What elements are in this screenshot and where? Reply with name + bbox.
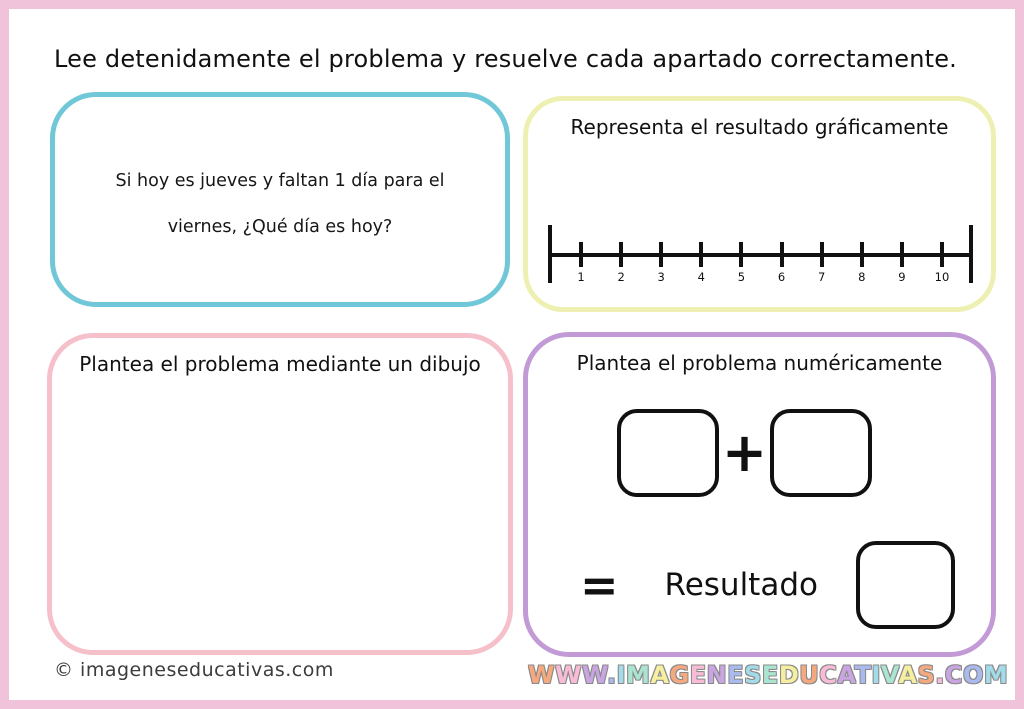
number-line-tick [614,223,628,289]
second-addend-box[interactable] [770,409,872,497]
tick-label: 3 [657,270,665,284]
tick-label: 4 [697,270,705,284]
brand-letter: . [606,661,617,689]
number-line-right-end [969,225,973,283]
tick-mark [860,242,864,267]
result-label: Resultado [664,567,818,603]
brand-letter: C [944,661,963,689]
number-line-tick [775,223,789,289]
brand-letter: G [669,661,690,689]
worksheet-instruction: Lee detenidamente el problema y resuelve cada apartado correctamente. [54,45,958,73]
brand-letter: N [706,661,728,689]
graphic-card [523,96,996,312]
number-line [548,223,973,289]
tick-label: 8 [858,270,866,284]
brand-letter: D [778,661,800,689]
tick-label: 5 [737,270,746,284]
brand-letter: M [983,661,1009,689]
result-box[interactable] [856,541,955,629]
graphic-card-title: Representa el resultado gráficamente [570,115,949,139]
tick-mark [820,242,824,267]
tick-label: 6 [777,270,786,284]
drawing-card-title: Plantea el problema mediante un dibujo [79,352,481,376]
tick-mark [619,242,623,267]
number-line-tick [935,223,949,289]
tick-mark [579,242,583,267]
brand-letter: E [689,661,707,689]
number-line-tick [654,223,668,289]
problem-text-line2: viernes, ¿Qué día es hoy? [167,216,393,237]
tick-mark [739,242,743,267]
tick-label: 1 [577,270,585,284]
brand-letter: A [650,661,670,689]
tick-label: 2 [617,270,625,284]
brand-letter: E [727,661,745,689]
tick-label: 7 [817,270,826,284]
problem-card [50,92,510,307]
problem-text-line1: Si hoy es jueves y faltan 1 día para el [115,170,445,191]
number-line-tick [694,223,708,289]
brand-letter: W [581,661,607,689]
tick-mark [900,242,904,267]
brand-letter: C [819,661,838,689]
tick-mark [659,242,663,267]
problem-text [89,158,470,250]
number-line-tick [855,223,869,289]
brand-letter: I [871,661,881,689]
tick-label: 10 [934,270,950,284]
number-line-tick [574,223,588,289]
brand-letter: O [962,661,984,689]
drawing-card[interactable] [47,333,513,655]
result-row [580,541,955,629]
brand-letter: E [761,661,779,689]
brand-letter: U [799,661,820,689]
brand-letter: S [917,661,936,689]
numeric-card-title: Plantea el problema numéricamente [576,351,943,375]
brand-letter: S [744,661,762,689]
tick-label: 9 [898,270,906,284]
numeric-card [523,332,996,657]
tick-mark [699,242,703,267]
site-brand [528,661,1009,689]
first-addend-box[interactable] [617,409,719,497]
brand-letter: T [854,661,872,689]
copyright-text: © imageneseducativas.com [54,659,334,681]
operand-row [528,409,961,497]
brand-letter: W [554,661,582,689]
brand-letter: M [626,661,651,689]
brand-letter: . [935,661,945,689]
tick-mark [780,242,784,267]
number-line-tick [895,223,909,289]
number-line-tick [734,223,748,289]
brand-letter: V [880,661,899,689]
tick-mark [940,242,944,267]
brand-letter: A [837,661,855,689]
plus-sign: + [721,421,768,484]
number-line-tick [815,223,829,289]
number-line-ticks [574,223,949,289]
brand-letter: I [616,661,627,689]
equals-sign: = [580,558,619,612]
brand-letter: W [528,661,555,689]
brand-letter: A [898,661,918,689]
